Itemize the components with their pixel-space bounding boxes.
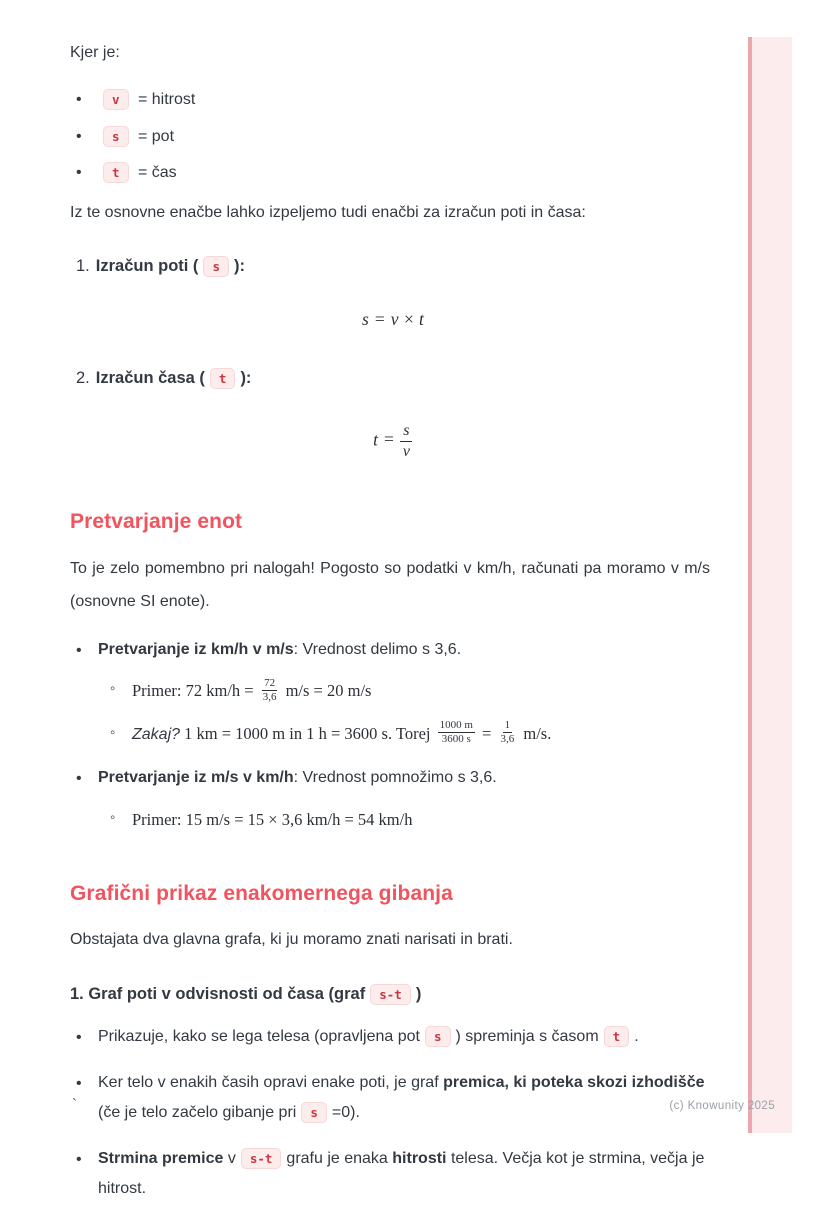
code-badge-st: s-t (241, 1148, 282, 1169)
graf-bullet-3 (76, 1144, 710, 1205)
b2-text1: Ker telo v enakih časih opravi enake poti, je graf (98, 1073, 444, 1091)
page-edge-bar (748, 37, 792, 1133)
code-badge-s: s (425, 1026, 451, 1047)
b3-text3: telesa. Večja kot je strmina, večja je hitrost. (98, 1149, 705, 1197)
formula-lhs: t (373, 429, 378, 450)
code-badge-st: s-t (370, 984, 411, 1005)
b2-bold: premica, ki poteka skozi izhodišče (443, 1073, 705, 1091)
step-time (76, 366, 710, 462)
conversion-list (70, 635, 710, 834)
graf-paragraph: Obstajata dva glavna grafa, ki ju moramo znati narisati in brati. (70, 931, 513, 949)
conversion-kmh-to-ms (76, 635, 710, 749)
graf-bullet-2 (76, 1068, 710, 1129)
fraction (400, 421, 413, 462)
formula-lhs: s (362, 309, 369, 330)
why-mid2: = (477, 724, 496, 744)
footer-copyright: (c) Knowunity 2025 (669, 1100, 775, 1112)
graf-bullet-1 (76, 1022, 710, 1052)
formula-s-equals-vt (76, 309, 710, 330)
fraction-denominator: v (402, 442, 410, 460)
step-label-after: ): (233, 257, 245, 276)
formula-t-equals-s-over-v (76, 421, 710, 462)
equals-sign: = (383, 429, 394, 450)
code-badge-s: s (203, 256, 229, 277)
fraction-numerator: 72 (262, 677, 277, 691)
step-path (76, 254, 710, 330)
definition-text: = čas (137, 163, 177, 181)
conversion-rest: : Vrednost delimo s 3,6. (293, 640, 462, 658)
b3-text1: v (223, 1149, 236, 1167)
step-label-after: ): (240, 369, 252, 388)
intro-lead: Kjer je: (70, 44, 120, 61)
equals-sign: = (374, 309, 385, 330)
fraction-denominator: 3,6 (500, 733, 515, 746)
b1-text3: . (634, 1028, 639, 1046)
b1-text1: Prikazuje, kako se lega telesa (opravljena pot (98, 1028, 420, 1046)
derive-line: Iz te osnovne enačbe lahko izpeljemo tudi enačbi za izračun poti in časa: (70, 203, 586, 221)
why-label: Zakaj? (132, 726, 181, 744)
example-suffix: m/s = 20 m/s (281, 681, 372, 701)
fraction (438, 719, 475, 746)
step-number: 1. (76, 257, 90, 276)
definitions-list (70, 88, 710, 184)
section-heading-pretvarjanje: Pretvarjanje enot (70, 509, 243, 533)
definition-item-s (76, 125, 710, 148)
b3-bold2: hitrosti (392, 1149, 447, 1167)
b2-text2: (če je telo začelo gibanje pri (98, 1104, 297, 1122)
fraction (261, 677, 279, 704)
example-15ms: ◦ Primer: 15 m/s = 15 × 3,6 km/h = 54 km/h (108, 806, 710, 834)
section-heading-graf: Grafični prikaz enakomernega gibanja (70, 881, 453, 905)
example-why (108, 720, 710, 748)
code-badge-t: t (210, 368, 236, 389)
stray-backtick: ` (72, 1096, 77, 1113)
b2-text3: =0). (331, 1104, 360, 1122)
conversion-examples (98, 806, 710, 834)
conversion-bold: Pretvarjanje iz m/s v km/h (98, 769, 294, 787)
conversion-examples (98, 677, 710, 748)
code-badge-s: s (301, 1102, 327, 1123)
example-prefix: Primer: 72 km/h = (132, 681, 258, 701)
example-72kmh (108, 677, 710, 706)
fraction-numerator: s (400, 421, 412, 442)
fraction-denominator: 3,6 (262, 690, 277, 703)
graf-subheading (70, 982, 710, 1007)
fraction-numerator: 1000 m (438, 719, 475, 733)
definition-item-t (76, 161, 710, 184)
fraction-numerator: 1 (503, 719, 513, 733)
graf-subheading-after: ) (415, 984, 422, 1003)
why-suffix: m/s. (519, 724, 552, 744)
conversion-rest: : Vrednost pomnožimo s 3,6. (293, 769, 497, 787)
step-label: Izračun poti ( (95, 257, 199, 276)
fraction (498, 719, 516, 746)
conversion-ms-to-kmh (76, 763, 710, 833)
step-label: Izračun časa ( (95, 369, 205, 388)
b1-text2: ) spreminja s časom (455, 1028, 599, 1046)
formula-rhs: v × t (390, 309, 424, 330)
step-time-title (76, 366, 710, 391)
definition-text: = hitrost (137, 91, 196, 109)
code-badge-t: t (604, 1026, 630, 1047)
fraction-denominator: 3600 s (441, 733, 471, 746)
code-badge-s: s (103, 126, 129, 147)
definition-text: = pot (137, 127, 175, 145)
graf-bullet-list (70, 1022, 710, 1204)
conversion-bold: Pretvarjanje iz km/h v m/s (98, 640, 294, 658)
b3-bold1: Strmina premice (98, 1149, 224, 1167)
pretvarjanje-paragraph: To je zelo pomembno pri nalogah! Pogosto so podatki v km/h, računati pa moramo v m/s (osnovne SI enote). (70, 560, 710, 610)
definition-item-v (76, 88, 710, 111)
formula-steps-list (70, 254, 710, 462)
b3-text2: grafu je enaka (286, 1149, 393, 1167)
step-path-title (76, 254, 710, 279)
graf-subheading-before: 1. Graf poti v odvisnosti od časa (graf (70, 984, 366, 1003)
step-number: 2. (76, 369, 90, 388)
why-mid1: 1 km = 1000 m in 1 h = 3600 s. Torej (180, 724, 435, 744)
code-badge-v: v (103, 89, 129, 110)
code-badge-t: t (103, 162, 129, 183)
